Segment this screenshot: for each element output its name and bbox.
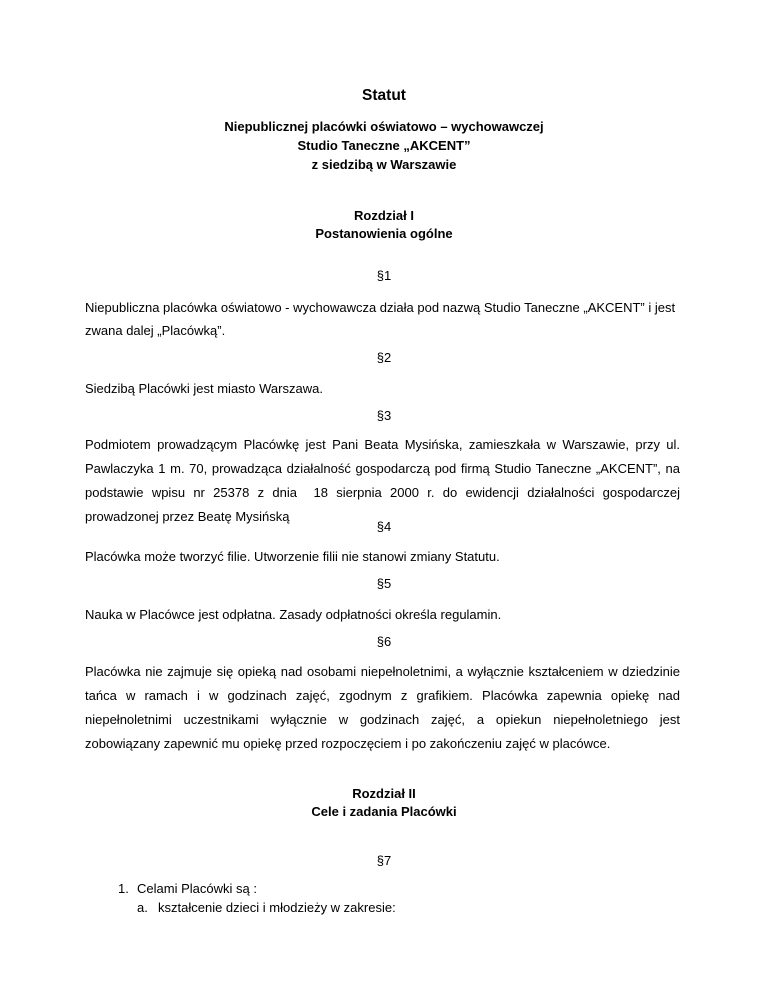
- section-line: Siedzibą Placówki jest miasto Warszawa.: [85, 381, 323, 396]
- section-line: Placówka może tworzyć filie. Utworzenie filii nie stanowi zmiany Statutu.: [85, 549, 500, 564]
- list-item: kształcenie dzieci i młodzieży w zakresie:: [158, 900, 396, 915]
- subtitle-line: z siedzibą w Warszawie: [311, 157, 457, 172]
- section-line: Placówka nie zajmuje się opieką nad osobami niepełnoletnimi, a wyłącznie kształceniem w dziedzinie: [85, 664, 680, 679]
- section-line: Podmiotem prowadzącym Placówkę jest Pani Beata Mysińska, zamieszkała w Warszawie, przy ul.: [85, 437, 680, 452]
- subtitle-line: Studio Taneczne „AKCENT”: [297, 138, 471, 153]
- section-line: podstawie wpisu nr 25378 z dnia 18 sierpnia 2000 r. do ewidencji działalności gospodarczej: [85, 485, 680, 500]
- section-mark: §3: [376, 408, 392, 423]
- section-line: Pawlaczyka 1 m. 70, prowadząca działalność gospodarczą pod firmą Studio Taneczne „AKCENT”, na: [85, 461, 680, 476]
- section-line: zobowiązany zapewnić mu opiekę przed rozpoczęciem i po zakończeniu zajęć w placówce.: [85, 736, 611, 751]
- section-line: Nauka w Placówce jest odpłatna. Zasady odpłatności określa regulamin.: [85, 607, 502, 622]
- list-marker: 1.: [118, 881, 129, 896]
- section-mark: §6: [376, 634, 392, 649]
- section-mark: §7: [376, 853, 392, 868]
- section-line: niepełnoletnimi uczestnikami wyłącznie w godzinach zajęć, a opiekun niepełnoletniego jest: [85, 712, 680, 727]
- chapter-name: Cele i zadania Placówki: [311, 804, 457, 819]
- document-title: Statut: [362, 87, 406, 104]
- chapter-number: Rozdział I: [354, 208, 414, 223]
- section-mark: §1: [376, 268, 392, 283]
- list-marker: a.: [137, 900, 148, 915]
- section-mark: §2: [376, 350, 392, 365]
- section-line: zwana dalej „Placówką”.: [85, 323, 226, 338]
- section-line: Niepubliczna placówka oświatowo - wychowawcza działa pod nazwą Studio Taneczne „AKCENT” i jest: [85, 300, 676, 315]
- subtitle-line: Niepublicznej placówki oświatowo – wychowawczej: [224, 119, 544, 134]
- section-line: tańca w ramach i w godzinach zajęć, zgodnym z grafikiem. Placówka zapewnia opiekę nad: [85, 688, 680, 703]
- section-mark: §4: [376, 519, 392, 534]
- chapter-number: Rozdział II: [352, 786, 416, 801]
- section-mark: §5: [376, 576, 392, 591]
- chapter-name: Postanowienia ogólne: [315, 226, 453, 241]
- section-line: prowadzonej przez Beatę Mysińską: [85, 509, 290, 524]
- list-item: Celami Placówki są :: [137, 881, 257, 896]
